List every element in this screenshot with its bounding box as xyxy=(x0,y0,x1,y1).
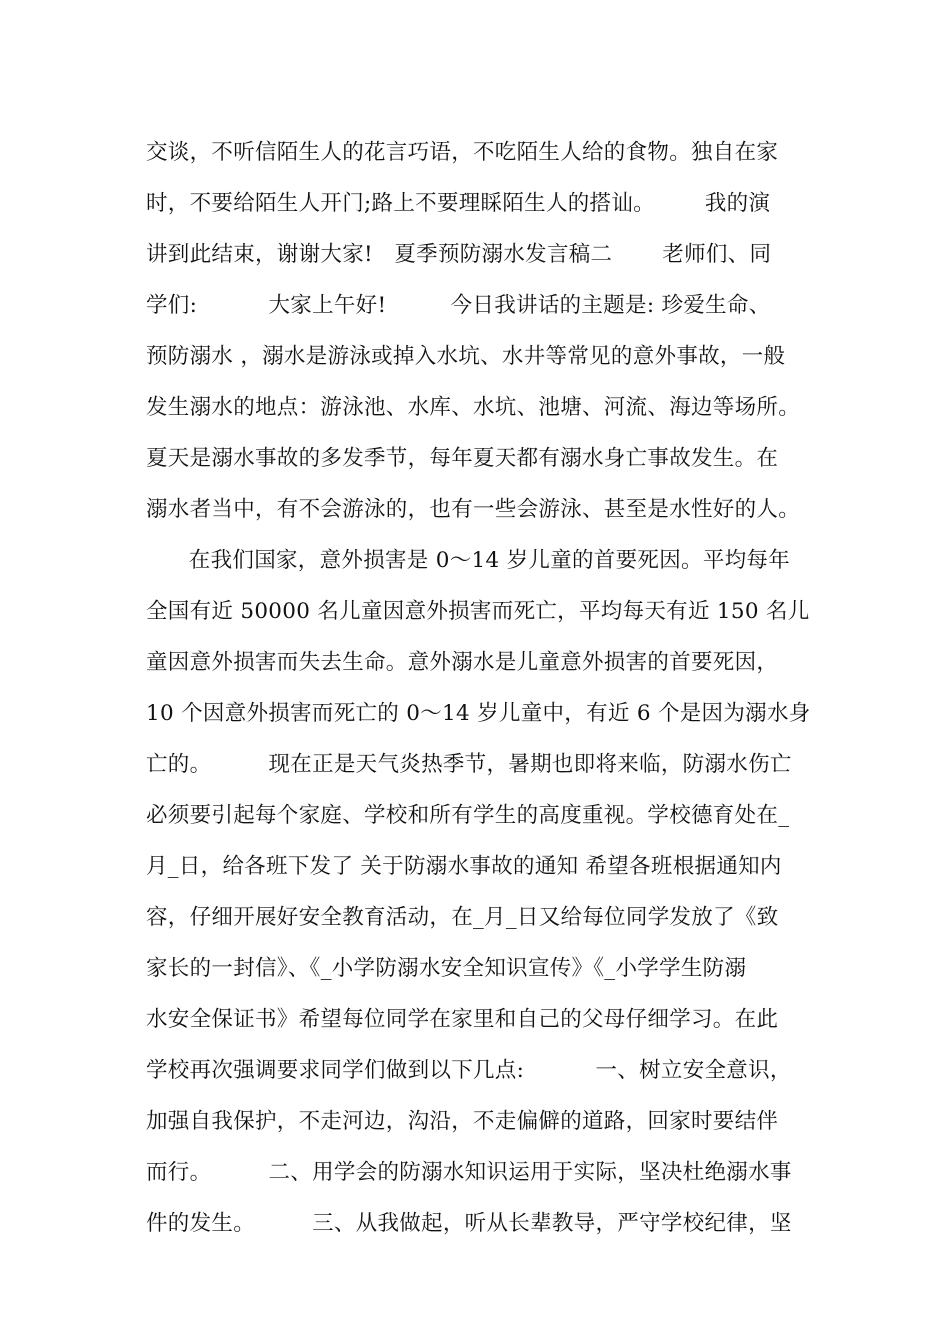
text-line: 交谈，不听信陌生人的花言巧语，不吃陌生人给的食物。独自在家 xyxy=(146,140,779,165)
text-line: 家长的一封信》、《_小学防溺水安全知识宣传》《_小学学生防溺 xyxy=(146,956,747,981)
text-line: 全国有近 50000 名儿童因意外损害而死亡，平均每天有近 150 名儿 xyxy=(146,599,810,624)
text-line: 水安全保证书》希望每位同学在家里和自己的父母仔细学习。在此 xyxy=(146,1007,779,1032)
text-line: 件的发生。 三、从我做起，听从长辈教导，严守学校纪律，坚 xyxy=(146,1211,792,1236)
text-line: 学校再次强调要求同学们做到以下几点: 一、树立安全意识， xyxy=(146,1058,792,1083)
text-line: 学们: 大家上午好! 今日我讲话的主题是: 珍爱生命、 xyxy=(146,293,771,318)
text-line: 童因意外损害而失去生命。意外溺水是儿童意外损害的首要死因， xyxy=(146,650,779,675)
text-line: 月_日，给各班下发了 关于防溺水事故的通知 希望各班根据通知内 xyxy=(146,854,782,879)
text-line: 发生溺水的地点：游泳池、水库、水坑、池塘、河流、海边等场所。 xyxy=(146,395,801,420)
text-line: 容，仔细开展好安全教育活动，在_月_日又给每位同学发放了《致 xyxy=(146,905,779,930)
text-line: 夏天是溺水事故的多发季节，每年夏天都有溺水身亡事故发生。在 xyxy=(146,446,779,471)
text-line: 在我们国家，意外损害是 0～14 岁儿童的首要死因。平均每年 xyxy=(146,548,791,573)
text-line: 必须要引起每个家庭、学校和所有学生的高度重视。学校德育处在_ xyxy=(146,803,790,828)
text-line: 时，不要给陌生人开门;路上不要理睬陌生人的搭讪。 我的演 xyxy=(146,191,771,216)
text-line: 溺水者当中，有不会游泳的，也有一些会游泳、甚至是水性好的人。 xyxy=(146,497,801,522)
text-line: 亡的。 现在正是天气炎热季节，暑期也即将来临，防溺水伤亡 xyxy=(146,752,792,777)
text-line: 而行。 二、用学会的防溺水知识运用于实际，坚决杜绝溺水事 xyxy=(146,1160,792,1185)
text-line: 加强自我保护，不走河边，沟沿，不走偏僻的道路，回家时要结伴 xyxy=(146,1109,779,1134)
text-line: 预防溺水 ，溺水是游泳或掉入水坑、水井等常见的意外事故，一般 xyxy=(146,344,786,369)
text-line: 10 个因意外损害而死亡的 0～14 岁儿童中，有近 6 个是因为溺水身 xyxy=(146,701,811,726)
text-line: 讲到此结束，谢谢大家! 夏季预防溺水发言稿二 老师们、同 xyxy=(146,242,772,267)
